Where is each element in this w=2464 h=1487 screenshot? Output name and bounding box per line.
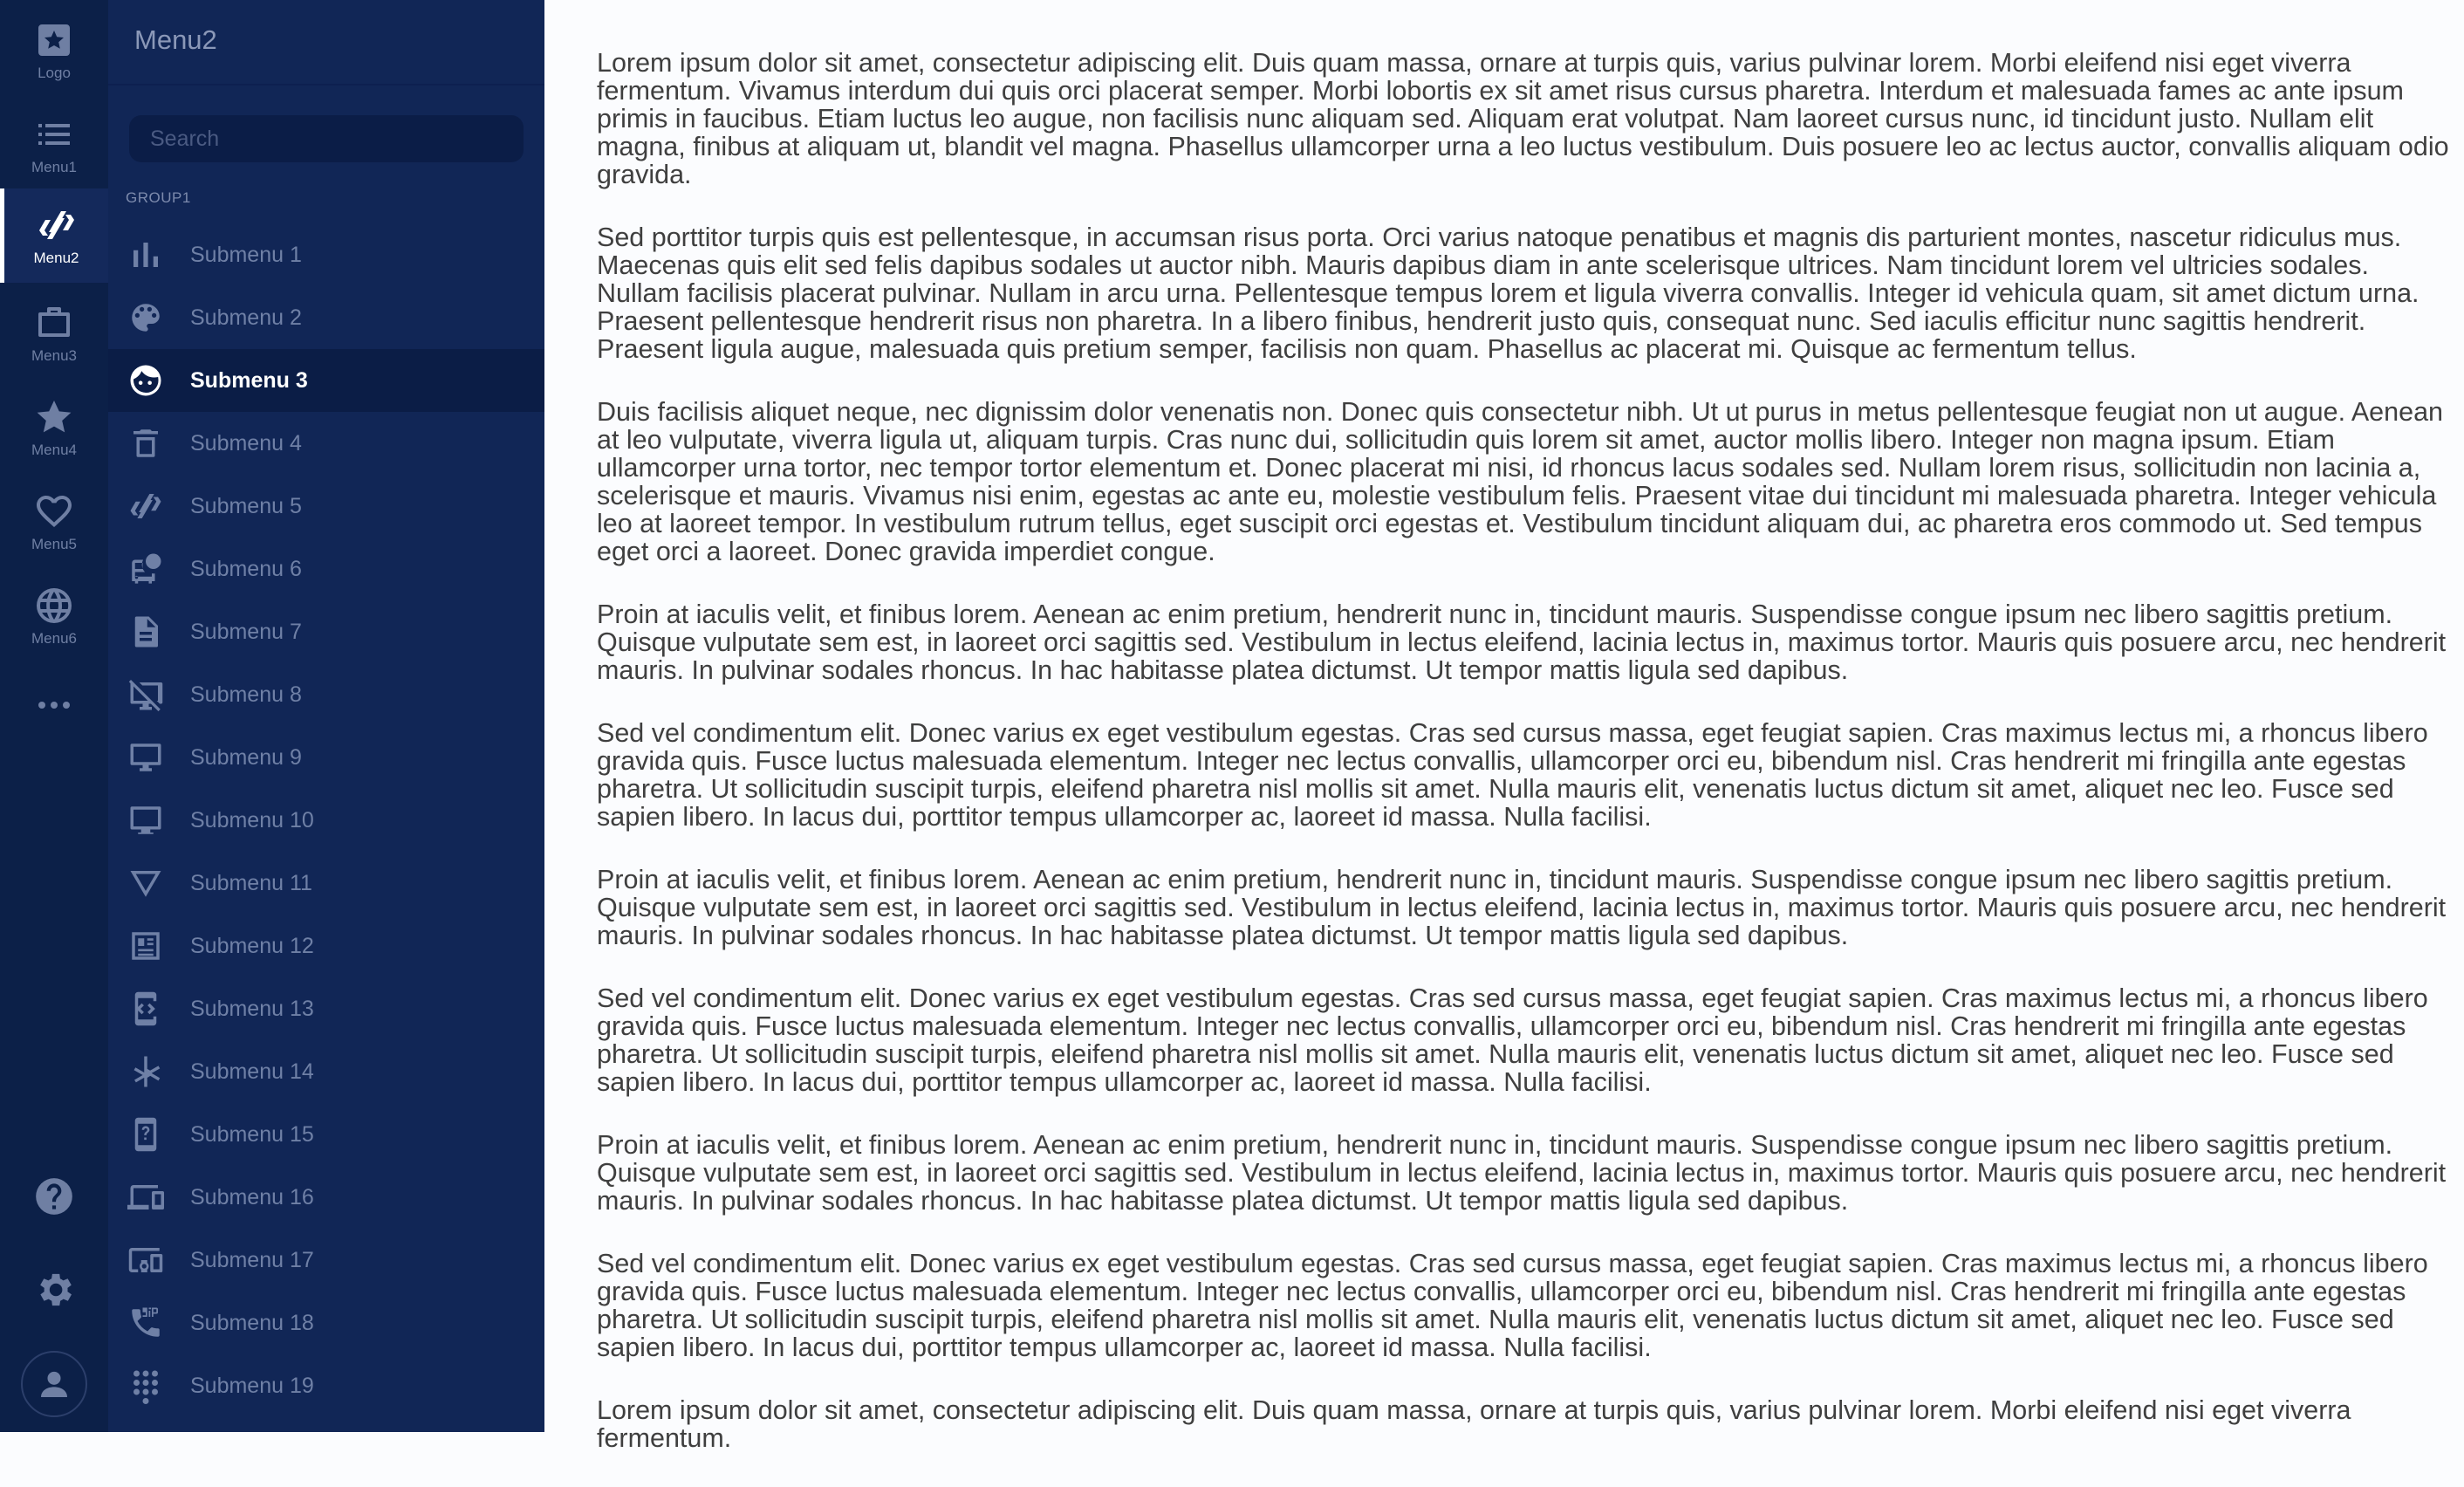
rail-label: Menu5 (31, 536, 77, 552)
submenu-item-10[interactable] (108, 789, 544, 852)
settings-button[interactable] (0, 1255, 108, 1325)
paragraph: Sed vel condimentum elit. Donec varius ex eget vestibulum egestas. Cras sed cursus massa, eget feugiat sapien. Cras maximus lectus mi, a rhoncus libero gravida quis. Fusce luctus malesuada elementum. Integer nec lectus convallis, ullamcorper orci eu, bibendum nisl. Cras hendrerit mi fringilla ante egestas pharetra. Ut sollicitudin suscipit turpis, eleifend pharetra nisl mollis sit amet. Nulla mauris elit, venenatis luctus dictum sit amet, aliquet nec leo. Fusce sed sapien libero. In lacus dui, porttitor tempus ullamcorper ac, laoreet id massa. Nulla facilisi. (597, 718, 2428, 832)
user-button[interactable] (0, 1349, 108, 1419)
triangle-down-icon (127, 865, 164, 901)
submenu-label: Submenu 12 (190, 933, 314, 958)
rail-label: Menu6 (31, 630, 77, 647)
submenu-label: Submenu 14 (190, 1059, 314, 1084)
paragraph: Proin at iaculis velit, et finibus lorem. Aenean ac enim pretium, hendrerit nunc in, tincidunt mauris. Suspendisse congue ipsum nec libero sagittis pretium. Quisque vulputate sem est, in laoreet orci sagittis sed. Vestibulum in lectus eleifend, lacinia lectus in, maximus tortor. Mauris quis posuere arcu, nec hendrerit mauris. In pulvinar sodales rhoncus. In hac habitasse platea dictumst. Ut tempor mattis ligula sed dapibus. (597, 1130, 2447, 1216)
device-help-icon (127, 1116, 164, 1153)
monitor-icon (127, 802, 164, 839)
icon-rail (0, 0, 108, 1432)
brand-slash-icon (36, 204, 78, 246)
submenu-item-3[interactable] (108, 349, 544, 412)
rail-item-menu2[interactable] (0, 188, 108, 283)
dialpad-icon (127, 1367, 164, 1404)
bar-chart-icon (127, 236, 164, 273)
group-label: GROUP1 (126, 189, 191, 206)
paragraph: Sed vel condimentum elit. Donec varius ex eget vestibulum egestas. Cras sed cursus massa, eget feugiat sapien. Cras maximus lectus mi, a rhoncus libero gravida quis. Fusce luctus malesuada elementum. Integer nec lectus convallis, ullamcorper orci eu, bibendum nisl. Cras hendrerit mi fringilla ante egestas pharetra. Ut sollicitudin suscipit turpis, eleifend pharetra nisl mollis sit amet. Nulla mauris elit, venenatis luctus dictum sit amet, aliquet nec leo. Fusce sed sapien libero. In lacus dui, porttitor tempus ullamcorper ac, laoreet id massa. Nulla facilisi. (597, 1249, 2428, 1362)
list-icon (33, 113, 75, 155)
submenu-item-2[interactable] (108, 286, 544, 349)
submenu-item-15[interactable] (108, 1103, 544, 1166)
hub-icon (127, 1053, 164, 1090)
submenu-label: Submenu 1 (190, 242, 302, 267)
submenu-item-16[interactable] (108, 1166, 544, 1229)
document-icon (127, 613, 164, 650)
brand-slash-icon (127, 488, 164, 524)
paragraph: Sed porttitor turpis quis est pellentesque, in accumsan risus porta. Orci varius natoque penatibus et magnis dis parturient montes, nascetur ridiculus mus. Maecenas quis elit sed felis dapibus sodales ut auctor nibh. Mauris dapibus diam in ante scelerisque ultrices. Nam tincidunt lorem vel ultricies sodales. Nullam facilisis placerat pulvinar. Nullam in arcu urna. Pellentesque tempus lorem et ligula viverra convallis. Integer id vehicula quam, sit amet dictum urna. Praesent pellentesque hendrerit risus non pharetra. In a libero finibus, hendrerit justo quis, consequat nunc. Sed iaculis efficitur nunc sagittis hendrerit. Praesent ligula augue, malesuada quis pretium semper, facilisis non quam. Phasellus ac placerat mi. Quisque ac fermentum tellus. (597, 223, 2420, 364)
submenu-label: Submenu 5 (190, 493, 302, 518)
paragraph: Duis facilisis aliquet neque, nec dignissim dolor venenatis non. Donec quis consectetur nibh. Ut ut purus in metus pellentesque feugiat non ut augue. Aenean at leo vulputate, viverra ligula ut, aliquam turpis. Cras nunc dui, sollicitudin quis lorem sit amet, auctor mollis libero. Integer non magna ipsum. Etiam ullamcorper urna tortor, nec tempor tortor elementum et. Donec placerat mi nisi, id rhoncus lacus sodales sed. Nullam lorem risus, sollicitudin non lacinia a, scelerisque et mauris. Vivamus nisi enim, egestas ac ante eu, molestie vestibulum felis. Praesent vitae dui tincidunt mi malesuada pharetra. Integer vehicula leo at laoreet tempor. In vestibulum rutrum tellus, eget suscipit orci egestas et. Vestibulum tincidunt aliquam dui, ac pharetra eros commodo ut. Sed tempus eget orci a laoreet. Donec gravida imperdiet congue. (597, 397, 2443, 566)
submenu-label: Submenu 19 (190, 1373, 314, 1398)
submenu-label: Submenu 2 (190, 305, 302, 330)
submenu-label: Submenu 4 (190, 430, 302, 456)
submenu-item-14[interactable] (108, 1040, 544, 1103)
help-button[interactable] (0, 1162, 108, 1231)
rail-label: Menu1 (31, 159, 77, 175)
globe-icon (33, 585, 75, 627)
submenu-item-9[interactable] (108, 726, 544, 789)
submenu-item-18[interactable] (108, 1292, 544, 1354)
heart-icon (33, 490, 75, 532)
submenu-item-12[interactable] (108, 915, 544, 977)
panel-title: Menu2 (134, 24, 217, 55)
submenu-panel (108, 0, 544, 1432)
submenu-label: Submenu 3 (190, 367, 308, 393)
rail-label: Menu2 (33, 250, 79, 266)
rail-label: Menu3 (31, 347, 77, 364)
phone-code-icon (127, 990, 164, 1027)
rail-item-menu6[interactable] (0, 569, 108, 663)
submenu-item-7[interactable] (108, 600, 544, 663)
rail-label: Logo (38, 65, 71, 81)
bus-clock-icon (127, 551, 164, 587)
star-icon (33, 396, 75, 438)
rail-item-menu1[interactable] (0, 98, 108, 192)
rail-item-menu5[interactable] (0, 475, 108, 569)
desktop-off-icon (127, 676, 164, 713)
rail-item-menu3[interactable] (0, 286, 108, 380)
paragraph: Lorem ipsum dolor sit amet, consectetur adipiscing elit. Duis quam massa, ornare at turpis quis, varius pulvinar lorem. Morbi eleifend nisi eget viverra fermentum. Vivamus interdum dui quis orci placerat semper. Morbi lobortis ex sit amet risus cursus pharetra. Interdum et malesuada fames ac ante ipsum primis in faucibus. Etiam luctus leo augue, non facilisis nunc aliquam sed. Aliquam erat volutpat. Nam laoreet cursus nunc, id tincidunt justo. Nullam elit magna, finibus at aliquam ut, blandit vel magna. Phasellus ullamcorper urna a leo luctus vestibulum. Duis posuere leo ac lectus auctor, convallis aliquam odio gravida. (597, 48, 2449, 189)
paragraph: Proin at iaculis velit, et finibus lorem. Aenean ac enim pretium, hendrerit nunc in, tincidunt mauris. Suspendisse congue ipsum nec libero sagittis pretium. Quisque vulputate sem est, in laoreet orci sagittis sed. Vestibulum in lectus eleifend, lacinia lectus in, maximus tortor. Mauris quis posuere arcu, nec hendrerit mauris. In pulvinar sodales rhoncus. In hac habitasse platea dictumst. Ut tempor mattis ligula sed dapibus. (597, 600, 2447, 685)
gear-icon (32, 1268, 76, 1312)
submenu-item-17[interactable] (108, 1229, 544, 1292)
trash-icon (127, 425, 164, 462)
submenu-label: Submenu 6 (190, 556, 302, 581)
more-button[interactable] (0, 677, 108, 733)
submenu-item-5[interactable] (108, 475, 544, 538)
submenu-item-4[interactable] (108, 412, 544, 475)
paragraph: Lorem ipsum dolor sit amet, consectetur adipiscing elit. Duis quam massa, ornare at turpis quis, varius pulvinar lorem. Morbi eleifend nisi eget viverra fermentum. (597, 1395, 2351, 1453)
divider (108, 84, 544, 86)
desktop-icon (127, 739, 164, 776)
face-icon (127, 362, 164, 399)
submenu-label: Submenu 13 (190, 996, 314, 1021)
submenu-label: Submenu 17 (190, 1247, 314, 1272)
submenu-label: Submenu 10 (190, 807, 314, 833)
submenu-item-1[interactable] (108, 223, 544, 286)
submenu-item-13[interactable] (108, 977, 544, 1040)
help-icon (32, 1175, 76, 1218)
avatar (21, 1351, 87, 1417)
submenu-label: Submenu 9 (190, 744, 302, 770)
rail-item-logo[interactable] (0, 3, 108, 98)
submenu-label: Submenu 18 (190, 1310, 314, 1335)
submenu-label: Submenu 7 (190, 619, 302, 644)
submenu-label: Submenu 15 (190, 1121, 314, 1147)
submenu-label: Submenu 11 (190, 870, 312, 895)
main-content (597, 49, 2459, 1487)
palette-icon (127, 299, 164, 336)
devices-other-icon (127, 1242, 164, 1278)
submenu-label: Submenu 8 (190, 682, 302, 707)
rail-label: Menu4 (31, 442, 77, 458)
user-icon (37, 1367, 72, 1401)
paragraph: Sed vel condimentum elit. Donec varius ex eget vestibulum egestas. Cras sed cursus massa, eget feugiat sapien. Cras maximus lectus mi, a rhoncus libero gravida quis. Fusce luctus malesuada elementum. Integer nec lectus convallis, ullamcorper orci eu, bibendum nisl. Cras hendrerit mi fringilla ante egestas pharetra. Ut sollicitudin suscipit turpis, eleifend pharetra nisl mollis sit amet. Nulla mauris elit, venenatis luctus dictum sit amet, aliquet nec leo. Fusce sed sapien libero. In lacus dui, porttitor tempus ullamcorper ac, laoreet id massa. Nulla facilisi. (597, 983, 2428, 1097)
briefcase-icon (33, 302, 75, 344)
submenu-label: Submenu 16 (190, 1184, 314, 1209)
paragraph: Proin at iaculis velit, et finibus lorem. Aenean ac enim pretium, hendrerit nunc in, tincidunt mauris. Suspendisse congue ipsum nec libero sagittis pretium. Quisque vulputate sem est, in laoreet orci sagittis sed. Vestibulum in lectus eleifend, lacinia lectus in, maximus tortor. Mauris quis posuere arcu, nec hendrerit mauris. In pulvinar sodales rhoncus. In hac habitasse platea dictumst. Ut tempor mattis ligula sed dapibus. (597, 865, 2447, 950)
submenu-item-19[interactable] (108, 1354, 544, 1417)
submenu-item-11[interactable] (108, 852, 544, 915)
submenu-item-6[interactable] (108, 538, 544, 600)
submenu-item-8[interactable] (108, 663, 544, 726)
sip-call-icon (127, 1305, 164, 1341)
rail-item-menu4[interactable] (0, 380, 108, 475)
more-horizontal-icon (37, 700, 72, 710)
newspaper-icon (127, 928, 164, 964)
devices-icon (127, 1179, 164, 1216)
star-box-icon (33, 19, 75, 61)
search-input[interactable] (129, 115, 524, 162)
